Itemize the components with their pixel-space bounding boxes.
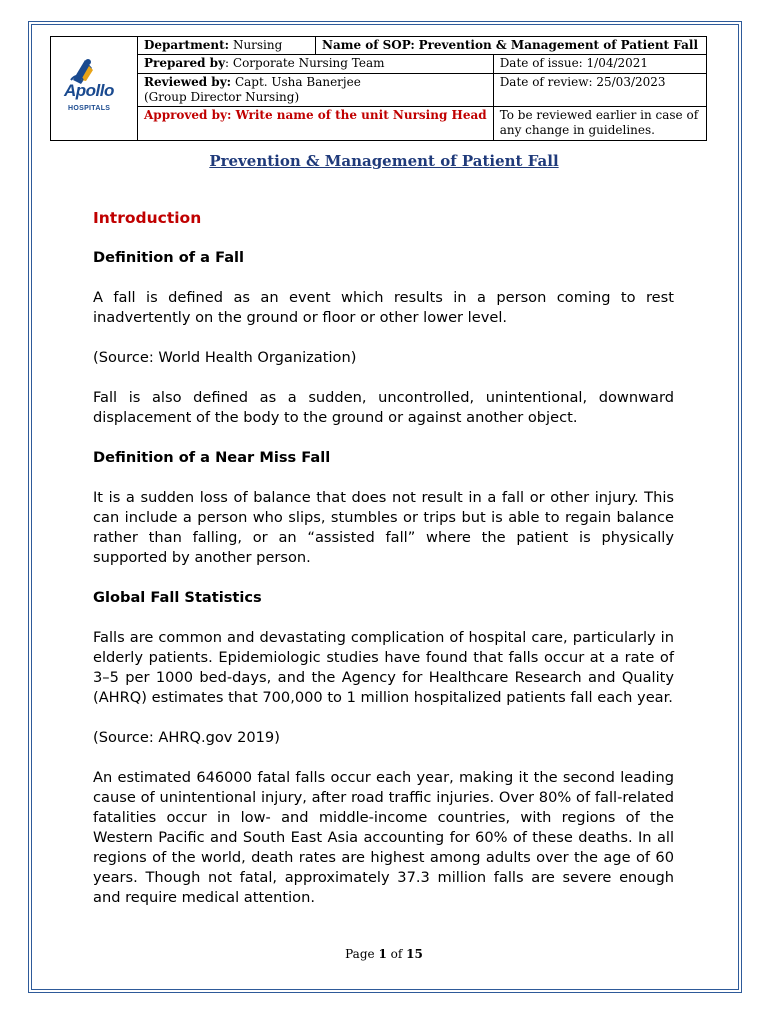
fall-also-text: Fall is also defined as a sudden, uncontrolled, unintentional, downward displacement of the body to the ground or against another object. <box>93 389 674 426</box>
department-label: Department: <box>144 38 230 52</box>
prepared-cell <box>138 55 494 74</box>
definition-fall-heading: Definition of a Fall <box>93 249 245 266</box>
sop-value: Prevention & Management of Patient Fall <box>418 38 699 52</box>
reviewed-cell <box>138 74 494 107</box>
sop-name-cell <box>316 37 707 55</box>
issue-date: Date of issue: 1/04/2021 <box>499 56 649 70</box>
page-current: 1 <box>378 947 387 961</box>
page-footer <box>0 947 768 961</box>
review-date: Date of review: 25/03/2023 <box>499 75 666 89</box>
of-label: of <box>390 947 403 961</box>
page-label: Page <box>345 947 375 961</box>
page-total: 15 <box>406 947 423 961</box>
reviewed-role: (Group Director Nursing) <box>144 90 300 104</box>
near-miss-heading: Definition of a Near Miss Fall <box>93 449 331 466</box>
logo-subtitle: HOSPITALS <box>68 104 111 112</box>
document-body <box>93 208 674 928</box>
reviewed-value: Capt. Usha Banerjee <box>234 75 361 89</box>
global-statistics-heading: Global Fall Statistics <box>93 589 262 606</box>
document-title-text: Prevention & Management of Patient Fall <box>209 152 559 170</box>
source-who: (Source: World Health Organization) <box>93 349 357 366</box>
review-date-cell <box>493 74 706 107</box>
sop-header-table <box>50 36 707 141</box>
logo-cell <box>51 37 138 141</box>
issue-date-cell <box>493 55 706 74</box>
department-value: Nursing <box>232 38 283 52</box>
approved-cell <box>138 107 494 141</box>
definition-fall-text: A fall is defined as an event which results in a person coming to rest inadvertently on the ground or floor or other lower level. <box>93 289 674 326</box>
prepared-value: : Corporate Nursing Team <box>225 56 385 70</box>
apollo-logo <box>59 54 129 120</box>
department-cell <box>138 37 316 55</box>
fatal-falls-text: An estimated 646000 fatal falls occur each year, making it the second leading cause of unintentional injury, after road traffic injuries. Over 80% of fall-related fatalities occur in low- and middle-income countries, with regions of the Western Pacific and South East Asia accounting for 60% of these deaths. In all regions of the world, death rates are highest among adults over the age of 60 years. Though not fatal, approximately 37.3 million falls are severe enough and require medical attention. <box>93 769 674 906</box>
sop-label: Name of SOP: <box>322 38 415 52</box>
approved-label: Approved by: <box>144 108 232 122</box>
source-ahrq: (Source: AHRQ.gov 2019) <box>93 729 280 746</box>
introduction-heading: Introduction <box>93 209 202 227</box>
global-statistics-text: Falls are common and devastating complication of hospital care, particularly in elderly patients. Epidemiologic studies have found that falls occur at a rate of 3–5 per 1000 bed-days, and the Agency for Healthcare Research and Quality (AHRQ) estimates that 700,000 to 1 million hospitalized patients fall each year. <box>93 629 674 706</box>
review-note: To be reviewed earlier in case of any change in guidelines. <box>499 108 699 137</box>
review-note-cell <box>493 107 706 141</box>
document-title <box>0 152 768 170</box>
near-miss-text: It is a sudden loss of balance that does not result in a fall or other injury. This can include a person who slips, stumbles or trips but is able to regain balance rather than falling, or an “assisted fall” where the patient is physically supported by another person. <box>93 489 674 566</box>
logo-wordmark: Apollo <box>64 80 114 100</box>
approved-value: Write name of the unit Nursing Head <box>235 108 487 122</box>
reviewed-label: Reviewed by: <box>144 75 232 89</box>
prepared-label: Prepared by <box>144 56 226 70</box>
